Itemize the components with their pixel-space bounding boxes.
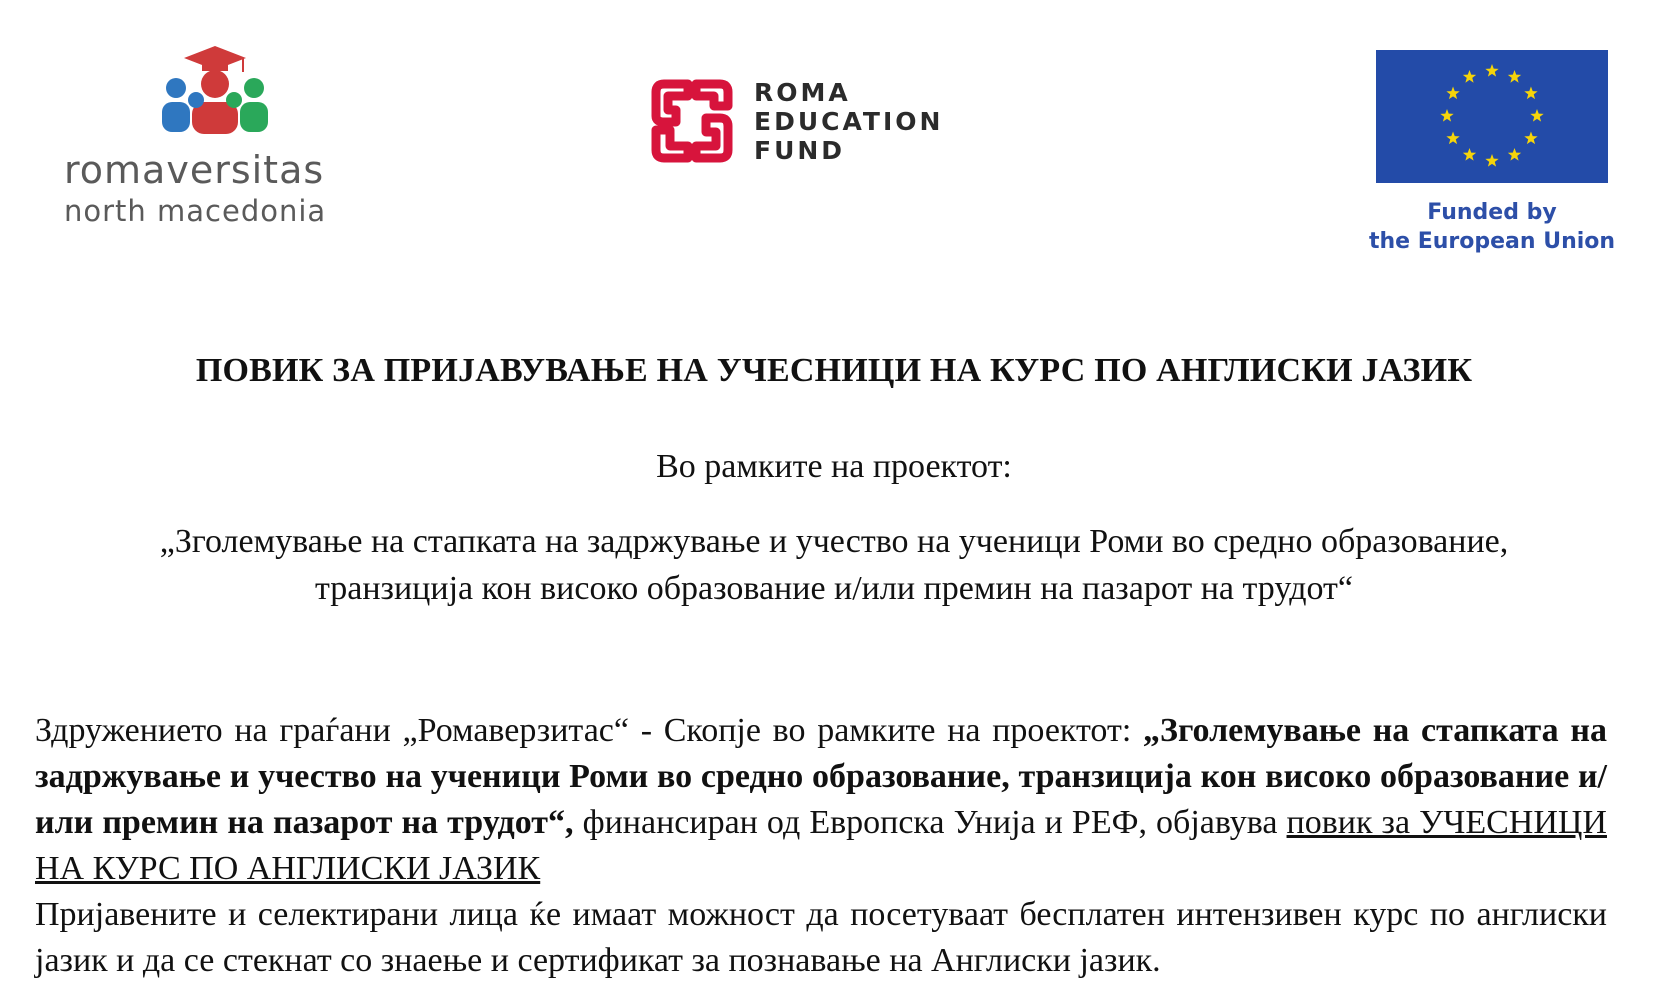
eu-star (1508, 148, 1521, 161)
body-funding: финансиран од Европска Унија и РЕФ, објавува (573, 804, 1287, 841)
call-link: повик за УЧЕСНИЦИ НА КУРС ПО АНГЛИСКИ ЈАЗИК (35, 804, 1607, 887)
eu-funded-line2: the European Union (1368, 229, 1616, 254)
eu-star (1463, 148, 1476, 161)
eu-star (1485, 154, 1498, 167)
body-paragraph-2: Пријавените и селектирани лица ќе имаат можност да посетуваат бесплатен интензивен курс по англиски јазик и да се стекнат со знаење и сертификат за познавање на Англиски јазик. (35, 896, 1607, 979)
eu-star (1463, 70, 1476, 83)
ref-logo-line1: ROMA (754, 78, 851, 107)
body-intro: Здружението на граѓани „Ромаверзитас“ - Скопје во рамките на проектот: (35, 712, 1143, 749)
eu-star (1440, 109, 1453, 122)
romaversitas-logo (60, 44, 360, 234)
document-subtitle: Во рамките на проектот: (656, 448, 1012, 485)
ref-logo-line2: EDUCATION (754, 107, 944, 136)
eu-funding-logo (1368, 50, 1616, 260)
eu-flag (1376, 50, 1608, 183)
eu-star (1485, 64, 1498, 77)
ref-emblem-icon (650, 78, 734, 164)
eu-stars-icon (1376, 50, 1608, 183)
eu-funded-line1: Funded by (1427, 200, 1557, 225)
eu-star (1530, 109, 1543, 122)
document-title: ПОВИК ЗА ПРИЈАВУВАЊЕ НА УЧЕСНИЦИ НА КУРС ПО АНГЛИСКИ ЈАЗИК (195, 352, 1473, 389)
body-text (35, 708, 1607, 984)
eu-star (1446, 132, 1459, 145)
body-project-bold: „Зголемување на стапката на задржување и учество на ученици Роми во средно образование, транзиција кон високо образование и/или премин на пазарот на трудот“, (35, 712, 1607, 841)
eu-star (1508, 70, 1521, 83)
project-title: „Зголемување на стапката на задржување и учество на ученици Роми во средно образование, транзиција кон високо образование и/или премин на пазарот на трудот“ (159, 523, 1509, 607)
roma-education-fund-logo (650, 78, 1010, 168)
eu-star (1524, 87, 1537, 100)
eu-funded-text (1360, 198, 1624, 256)
ref-logo-line3: FUND (754, 136, 846, 165)
romaversitas-logo-text: romaversitas (64, 148, 325, 192)
eu-star (1446, 87, 1459, 100)
romaversitas-logo-subtext: north macedonia (64, 194, 327, 228)
ref-logo-text (754, 78, 943, 165)
romaversitas-people-icon (150, 44, 280, 144)
eu-star (1524, 132, 1537, 145)
